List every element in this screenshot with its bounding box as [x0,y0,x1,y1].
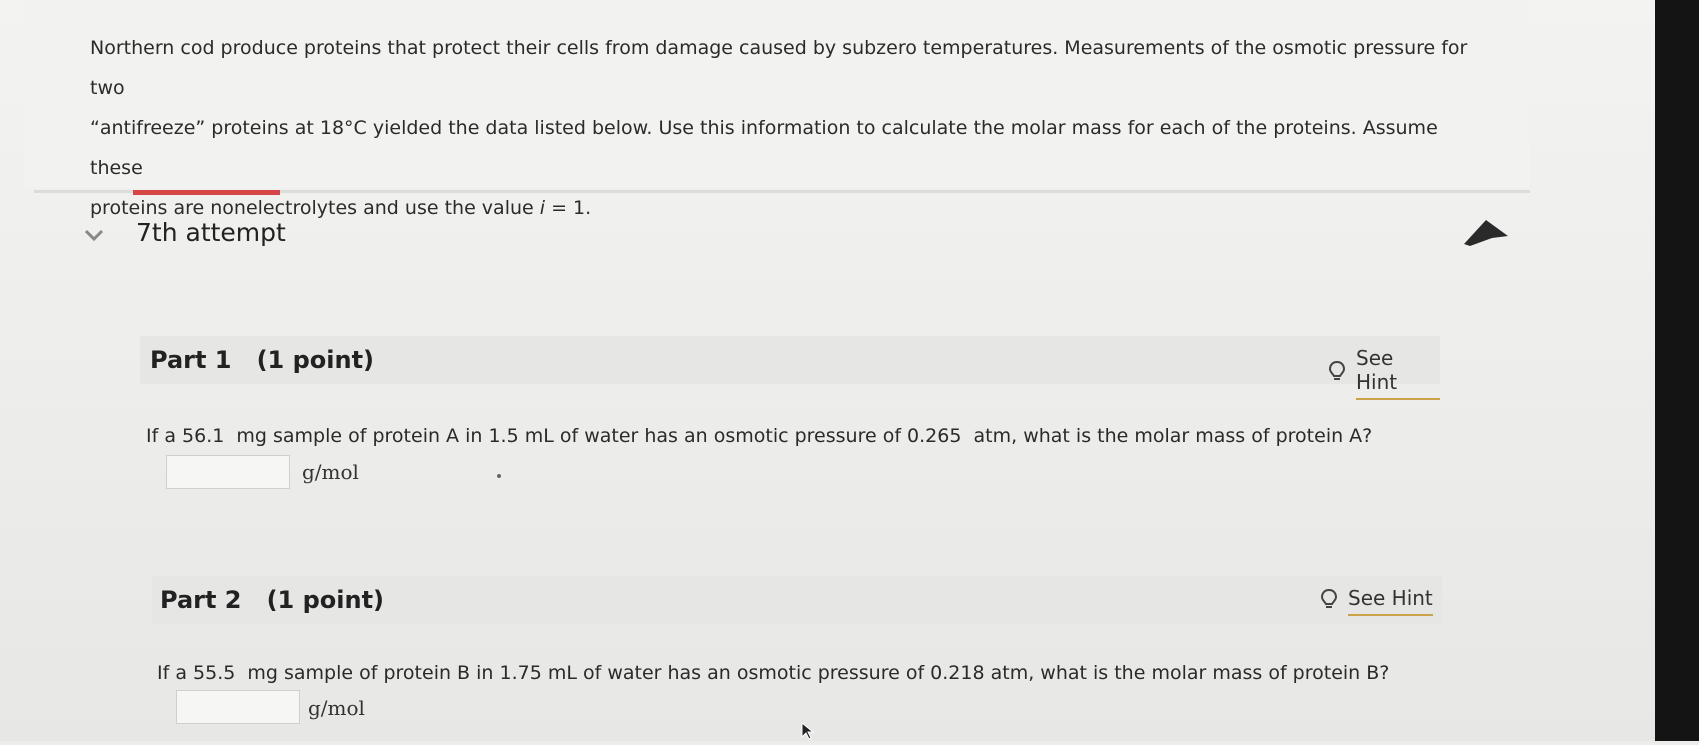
intro-line-3-prefix: proteins are nonelectrolytes and use the value [90,197,540,219]
part-2-answer-input[interactable] [176,690,300,724]
part-1-question: If a 56.1 mg sample of protein A in 1.5 mL of water has an osmotic pressure of 0.265 atm, what is the molar mass of protein A? [146,425,1373,447]
part-2-question: If a 55.5 mg sample of protein B in 1.75 mL of water has an osmotic pressure of 0.218 atm, what is the molar mass of protein B? [157,662,1390,684]
collapse-arrow-icon[interactable] [1462,214,1510,250]
part-1-title: Part 1 (1 point) [150,346,375,374]
intro-line-2: “antifreeze” proteins at 18°C yielded the data listed below. Use this information to calculate the molar mass for each of the proteins. Assume these [90,117,1438,179]
chevron-down-icon[interactable] [82,225,106,245]
attempt-title: 7th attempt [136,218,286,247]
intro-line-1: Northern cod produce proteins that protect their cells from damage caused by subzero temperatures. Measurements of the osmotic pressure for two [90,37,1468,99]
intro-line-3 [90,188,1470,228]
monitor-bezel [1655,0,1699,741]
part-2-title: Part 2 (1 point) [160,586,385,614]
part-1-header [140,336,1440,394]
part-1-unit: g/mol [302,460,359,484]
intro-variable-i: i [539,197,546,219]
screen-speck [497,474,501,478]
part-2-unit: g/mol [308,696,365,720]
lightbulb-icon [1328,360,1346,387]
part-1-hint-label: See Hint [1356,346,1440,400]
part-2-hint-label: See Hint [1348,586,1433,616]
part-1-answer-input[interactable] [166,455,290,489]
mouse-cursor-icon [800,721,816,741]
part-1-hint-link[interactable] [1328,346,1440,400]
part-2-header [152,576,1442,624]
lightbulb-icon [1320,588,1338,615]
intro-line-3-suffix: = 1. [545,197,592,219]
question-intro [90,28,1470,228]
attempt-progress-marker [133,190,280,195]
part-2-hint-link[interactable] [1320,586,1433,616]
